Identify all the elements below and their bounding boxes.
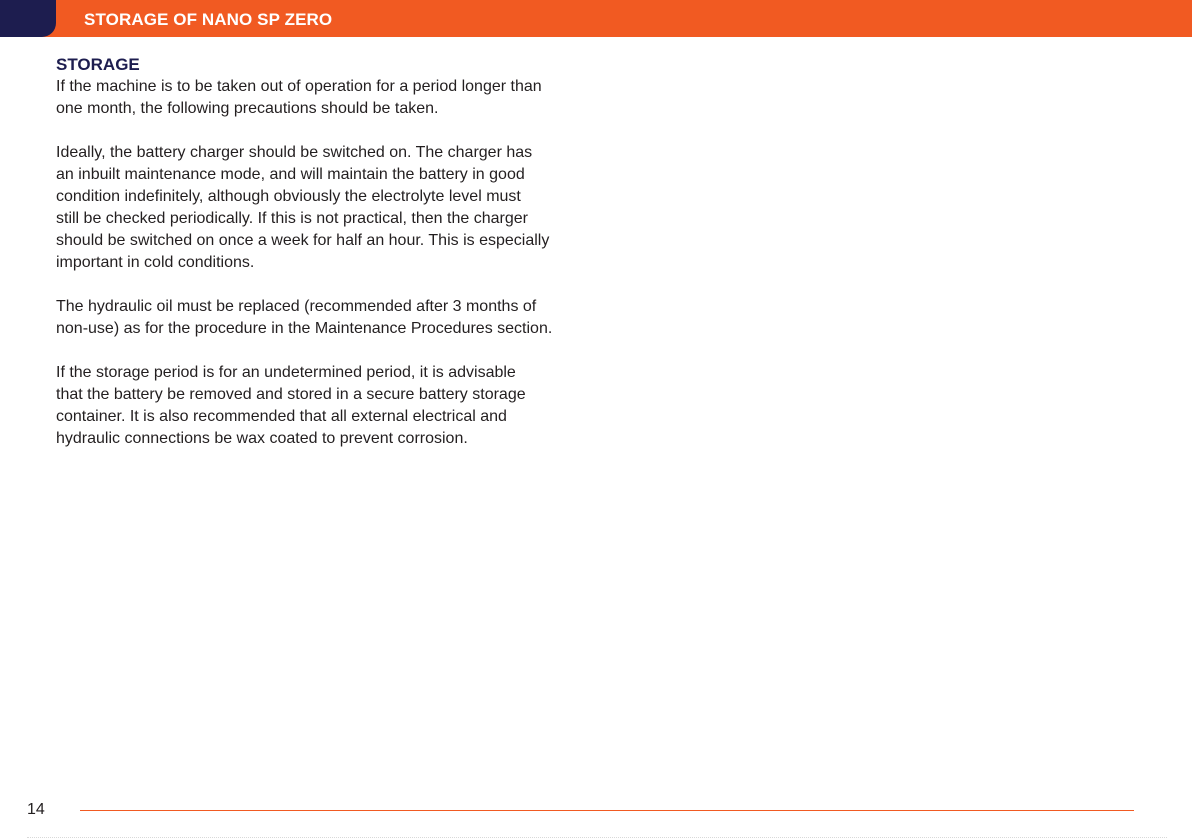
text-line: should be switched on once a week for half an hour. This is especially: [56, 232, 550, 249]
text-line: container. It is also recommended that all external electrical and: [56, 408, 507, 425]
text-line: If the machine is to be taken out of operation for a period longer than: [56, 78, 542, 95]
text-line: still be checked periodically. If this is not practical, then the charger: [56, 210, 528, 227]
paragraph-long-term-storage: [56, 362, 596, 450]
text-line: non-use) as for the procedure in the Maintenance Procedures section.: [56, 320, 553, 337]
text-line: that the battery be removed and stored in a secure battery storage: [56, 386, 526, 403]
paragraph-battery-charger: [56, 142, 596, 274]
main-content: [56, 54, 596, 472]
page-title: STORAGE OF NANO SP ZERO: [84, 10, 333, 29]
paragraph-precautions-intro: [56, 76, 596, 120]
page-number: 14: [27, 801, 45, 818]
section-heading: STORAGE: [56, 55, 140, 74]
text-line: condition indefinitely, although obviously the electrolyte level must: [56, 188, 521, 205]
text-line: If the storage period is for an undetermined period, it is advisable: [56, 364, 516, 381]
text-line: important in cold conditions.: [56, 254, 255, 271]
text-line: hydraulic connections be wax coated to prevent corrosion.: [56, 430, 468, 447]
footer-divider: [80, 810, 1134, 811]
bottom-dotted-border: [27, 837, 1167, 838]
text-line: Ideally, the battery charger should be switched on. The charger has: [56, 144, 533, 161]
text-line: an inbuilt maintenance mode, and will maintain the battery in good: [56, 166, 525, 183]
text-line: The hydraulic oil must be replaced (recommended after 3 months of: [56, 298, 537, 315]
paragraph-hydraulic-oil: [56, 296, 596, 340]
text-line: one month, the following precautions should be taken.: [56, 100, 439, 117]
header-tab-accent: [0, 0, 56, 37]
